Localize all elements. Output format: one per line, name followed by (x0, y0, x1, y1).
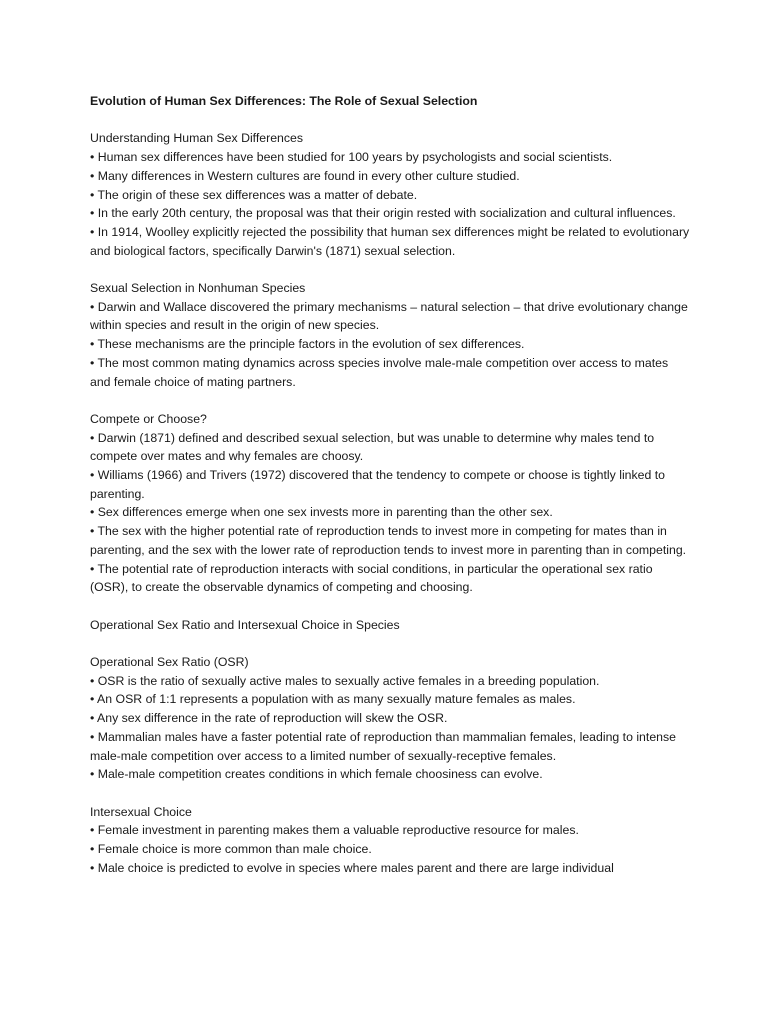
bullet-item: • The potential rate of reproduction interacts with social conditions, in particular the operational sex ratio (OSR), to create the observable dynamics of competing and choosing. (90, 561, 653, 595)
section-heading: Understanding Human Sex Differences (90, 131, 304, 146)
bullet-item: • In 1914, Woolley explicitly rejected the possibility that human sex differences might be related to evolutionary and biological factors, specifically Darwin's (1871) sexual selection. (90, 224, 690, 258)
bullet-item: • These mechanisms are the principle factors in the evolution of sex differences. (90, 337, 525, 352)
section-heading: Sexual Selection in Nonhuman Species (90, 281, 306, 295)
section-heading: Intersexual Choice (90, 804, 192, 819)
section-heading: Operational Sex Ratio (OSR) (90, 655, 249, 670)
document-title: Evolution of Human Sex Differences: The Role of Sexual Selection (90, 94, 478, 108)
bullet-item: • Female investment in parenting makes them a valuable reproductive resource for males. (90, 823, 579, 838)
bullet-item: • Williams (1966) and Trivers (1972) discovered that the tendency to compete or choose is tightly linked to parenting. (90, 468, 666, 501)
bullet-item: • Sex differences emerge when one sex invests more in parenting than the other sex. (90, 505, 553, 520)
bullet-item: • The most common mating dynamics across species involve male-male competition over access to mates and female choice of mating partners. (90, 355, 669, 389)
bullet-item: • Male-male competition creates conditions in which female choosiness can evolve. (90, 767, 543, 782)
section-heading: Compete or Choose? (90, 411, 207, 426)
spacer (90, 784, 690, 803)
section-osr-and-intersexual-choice (90, 616, 690, 635)
section-compete-or-choose (90, 410, 690, 597)
bullet-item: • Any sex difference in the rate of reproduction will skew the OSR. (90, 711, 448, 726)
bullet-item: • Male choice is predicted to evolve in species where males parent and there are large individual (90, 860, 614, 875)
section-understanding-human-sex-differences (90, 129, 690, 260)
section-operational-sex-ratio (90, 653, 690, 784)
bullet-item: • The origin of these sex differences was a matter of debate. (90, 187, 418, 202)
section-intersexual-choice (90, 803, 690, 878)
bullet-item: • Female choice is more common than male choice. (90, 842, 372, 857)
spacer (90, 111, 690, 130)
bullet-item: • Mammalian males have a faster potential rate of reproduction than mammalian females, leading to intense male-male competition over access to a limited number of sexually-receptive females. (90, 729, 676, 763)
bullet-item: • The sex with the higher potential rate of reproduction tends to invest more in competing for mates than in parenting, and the sex with the lower rate of reproduction tends to invest more in parenting than in competing. (90, 524, 687, 557)
bullet-item: • OSR is the ratio of sexually active males to sexually active females in a breeding population. (90, 673, 600, 688)
section-sexual-selection-nonhuman (90, 279, 690, 391)
bullet-item: • An OSR of 1:1 represents a population with as many sexually mature females as males. (90, 692, 576, 707)
bullet-item: • Darwin (1871) defined and described sexual selection, but was unable to determine why males tend to compete over mates and why females are choosy. (90, 430, 655, 464)
spacer (90, 260, 690, 279)
bullet-item: • In the early 20th century, the proposal was that their origin rested with socialization and cultural influences. (90, 206, 676, 221)
spacer (90, 391, 690, 410)
bullet-item: • Human sex differences have been studied for 100 years by psychologists and social scientists. (90, 150, 613, 165)
spacer (90, 634, 690, 653)
spacer (90, 597, 690, 616)
bullet-item: • Many differences in Western cultures are found in every other culture studied. (90, 168, 520, 183)
bullet-item: • Darwin and Wallace discovered the primary mechanisms – natural selection – that drive evolutionary change within species and result in the origin of new species. (90, 299, 688, 333)
document-page (90, 92, 690, 877)
section-heading: Operational Sex Ratio and Intersexual Choice in Species (90, 617, 400, 632)
